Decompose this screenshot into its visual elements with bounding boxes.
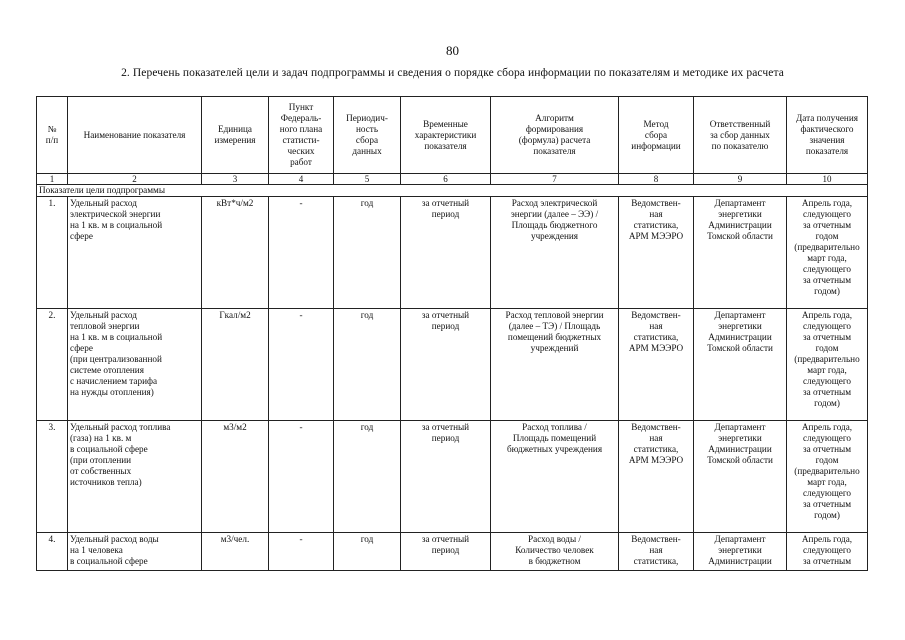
method-cell: Ведомствен- ная статистика, АРМ МЭЭРО [619,309,694,421]
column-number: 9 [694,174,787,185]
table-row [37,421,868,533]
time-cell: за отчетный период [401,421,491,533]
header-cell: № п/п [37,97,68,174]
time-cell: за отчетный период [401,197,491,309]
periodicity-cell: год [334,309,401,421]
responsible-cell: Департамент энергетики Администрации Томской области [694,197,787,309]
header-cell: Алгоритм формирования (формула) расчета показателя [491,97,619,174]
indicator-name: Удельный расход электрической энергии на 1 кв. м в социальной сфере [68,197,202,309]
table-row [37,533,868,571]
row-number: 3. [37,421,68,533]
document-title: 2. Перечень показателей цели и задач подпрограммы и сведения о порядке сбора информации по показателям и методике их расчета [121,67,784,79]
method-cell: Ведомствен- ная статистика, [619,533,694,571]
header-cell: Ответственный за сбор данных по показателю [694,97,787,174]
plan-item-cell: - [269,421,334,533]
section-label: Показатели цели подпрограммы [37,185,868,197]
page-number: 80 [446,43,459,58]
unit-cell: м3/м2 [202,421,269,533]
header-cell: Единица измерения [202,97,269,174]
method-cell: Ведомствен- ная статистика, АРМ МЭЭРО [619,421,694,533]
plan-item-cell: - [269,309,334,421]
unit-cell: Гкал/м2 [202,309,269,421]
responsible-cell: Департамент энергетики Администрации Томской области [694,421,787,533]
plan-item-cell: - [269,197,334,309]
header-cell: Пункт Федераль- ного плана статисти- ческих работ [269,97,334,174]
algorithm-cell: Расход топлива / Площадь помещений бюджетных учреждения [491,421,619,533]
header-cell: Периодич- ность сбора данных [334,97,401,174]
table-row [37,197,868,309]
date-cell: Апрель года, следующего за отчетным годом (предварительно март года, следующего за отчетным годом) [787,309,868,421]
column-number: 10 [787,174,868,185]
header-cell: Временные характеристики показателя [401,97,491,174]
header-cell: Метод сбора информации [619,97,694,174]
indicator-name: Удельный расход топлива (газа) на 1 кв. м в социальной сфере (при отоплении от собственных источников тепла) [68,421,202,533]
algorithm-cell: Расход тепловой энергии (далее – ТЭ) / Площадь помещений бюджетных учреждений [491,309,619,421]
periodicity-cell: год [334,533,401,571]
indicator-name: Удельный расход воды на 1 человека в социальной сфере [68,533,202,571]
time-cell: за отчетный период [401,309,491,421]
algorithm-cell: Расход электрической энергии (далее – ЭЭ) / Площадь бюджетного учреждения [491,197,619,309]
column-number: 6 [401,174,491,185]
plan-item-cell: - [269,533,334,571]
date-cell: Апрель года, следующего за отчетным годом (предварительно март года, следующего за отчетным годом) [787,197,868,309]
column-number: 5 [334,174,401,185]
column-number: 4 [269,174,334,185]
table-row [37,309,868,421]
column-number: 3 [202,174,269,185]
column-number: 7 [491,174,619,185]
section-row [37,185,868,197]
periodicity-cell: год [334,421,401,533]
header-cell: Дата получения фактического значения показателя [787,97,868,174]
column-number: 1 [37,174,68,185]
date-cell: Апрель года, следующего за отчетным [787,533,868,571]
indicators-table [36,96,868,571]
column-number-row [37,174,868,185]
row-number: 1. [37,197,68,309]
responsible-cell: Департамент энергетики Администрации Томской области [694,309,787,421]
periodicity-cell: год [334,197,401,309]
unit-cell: кВт*ч/м2 [202,197,269,309]
time-cell: за отчетный период [401,533,491,571]
indicator-name: Удельный расход тепловой энергии на 1 кв. м в социальной сфере (при централизованной системе отопления с начислением тарифа на нужды отопления) [68,309,202,421]
unit-cell: м3/чел. [202,533,269,571]
header-row [37,97,868,174]
algorithm-cell: Расход воды / Количество человек в бюджетном [491,533,619,571]
row-number: 4. [37,533,68,571]
responsible-cell: Департамент энергетики Администрации [694,533,787,571]
header-cell: Наименование показателя [68,97,202,174]
column-number: 2 [68,174,202,185]
column-number: 8 [619,174,694,185]
method-cell: Ведомствен- ная статистика, АРМ МЭЭРО [619,197,694,309]
date-cell: Апрель года, следующего за отчетным годом (предварительно март года, следующего за отчетным годом) [787,421,868,533]
row-number: 2. [37,309,68,421]
